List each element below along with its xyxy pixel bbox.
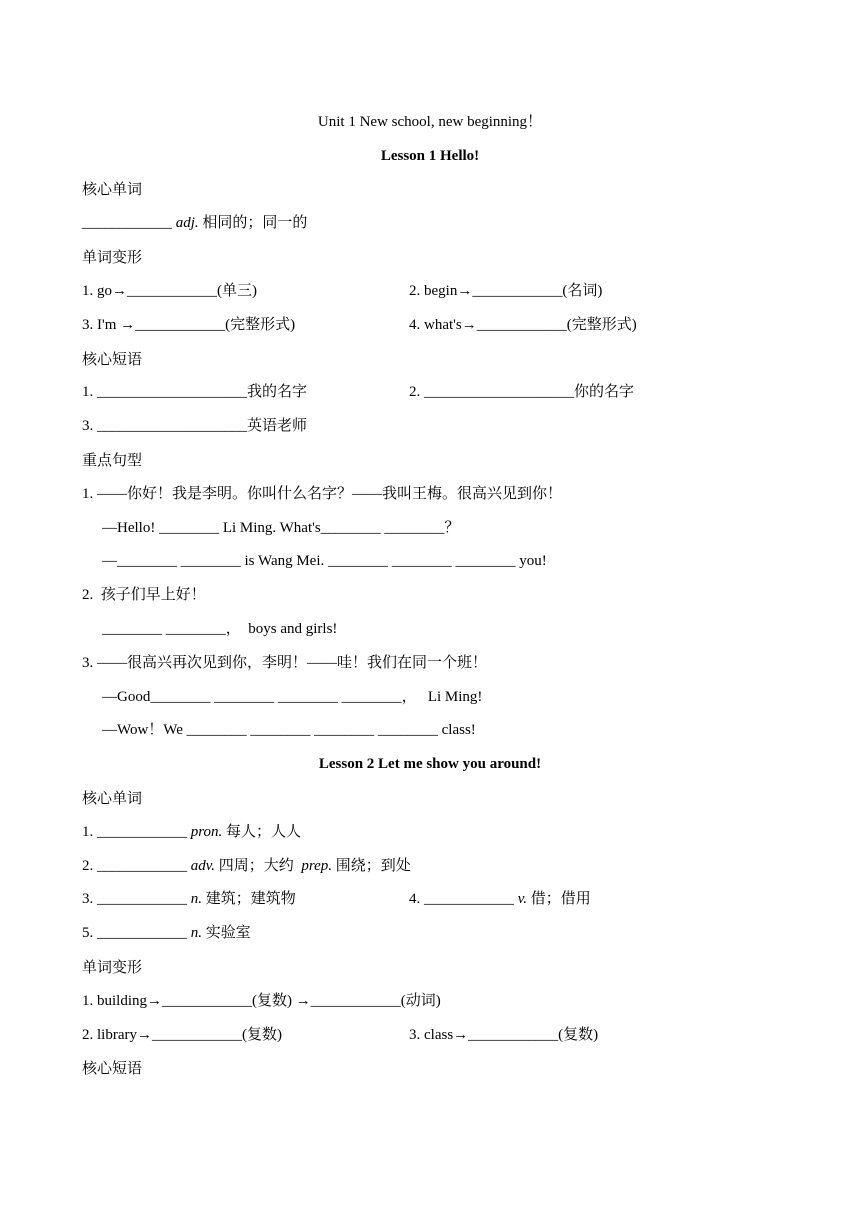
blank: 4. ____________ — [409, 891, 518, 907]
lesson1-sentence-3-line-b: —Wow！We ________ ________ ________ ________ class! — [102, 722, 476, 738]
meaning: 建筑；建筑物 — [202, 891, 296, 907]
lesson1-sentences-heading: 重点句型 — [82, 451, 143, 469]
lesson1-word-form-1: 1. go→____________(单三) — [82, 283, 257, 299]
lesson1-phrase-3: 3. ____________________英语老师 — [82, 418, 308, 434]
lesson1-sentence-1-line-b: —________ ________ is Wang Mei. ________ ________ ________ you! — [102, 553, 547, 569]
meaning: 四周；大约 — [215, 858, 302, 874]
lesson2-word-form-2: 2. library→____________(复数) — [82, 1027, 282, 1043]
lesson1-sentence-2: 2. 孩子们早上好！ — [82, 587, 206, 603]
lesson1-phrase-2: 2. ____________________你的名字 — [409, 384, 635, 400]
part-of-speech: v. — [517, 891, 528, 907]
lesson1-sentence-1: 1. ——你好！我是李明。你叫什么名字？——我叫王梅。很高兴见到你！ — [82, 486, 563, 502]
blank: 5. ____________ — [82, 925, 191, 941]
lesson2-word-form-1: 1. building→____________(复数) →____________(动词) — [82, 993, 441, 1009]
meaning: 相同的；同一的 — [198, 215, 308, 231]
lesson1-sentence-3: 3. ——很高兴再次见到你，李明！——哇！我们在同一个班！ — [82, 655, 488, 671]
lesson1-phrases-heading: 核心短语 — [82, 350, 143, 368]
lesson2-core-words-heading: 核心单词 — [82, 789, 143, 807]
blank: 3. ____________ — [82, 891, 191, 907]
lesson2-core-word-3 — [82, 889, 296, 909]
part-of-speech: n. — [190, 891, 202, 907]
lesson1-title: Lesson 1 Hello! — [380, 148, 480, 164]
part-of-speech-2: prep. — [301, 858, 333, 874]
blank: ____________ — [82, 215, 176, 231]
lesson1-core-words-heading: 核心单词 — [82, 180, 143, 198]
lesson1-word-form-4: 4. what's→____________(完整形式) — [409, 317, 637, 333]
part-of-speech: adj. — [175, 215, 199, 231]
meaning: 实验室 — [202, 925, 251, 941]
lesson2-word-forms-heading: 单词变形 — [82, 958, 143, 976]
lesson2-phrases-heading: 核心短语 — [82, 1059, 143, 1077]
lesson1-word-form-3: 3. I'm →____________(完整形式) — [82, 317, 296, 333]
meaning-2: 围绕；到处 — [332, 858, 411, 874]
lesson2-core-word-5 — [82, 923, 251, 943]
lesson2-core-word-2 — [82, 856, 411, 876]
lesson2-word-form-3: 3. class→____________(复数) — [409, 1027, 599, 1043]
meaning: 借；借用 — [527, 891, 591, 907]
lesson1-sentence-2-line-a: ________ ________， boys and girls! — [102, 621, 338, 637]
lesson1-core-word-1 — [82, 213, 307, 233]
blank: 1. ____________ — [82, 824, 191, 840]
lesson2-core-word-4 — [409, 889, 591, 909]
lesson1-phrase-1: 1. ____________________我的名字 — [82, 384, 308, 400]
meaning: 每人；人人 — [222, 824, 302, 840]
blank: 2. ____________ — [82, 858, 191, 874]
part-of-speech: n. — [190, 925, 202, 941]
part-of-speech: adv. — [190, 858, 216, 874]
lesson2-core-word-1 — [82, 822, 301, 842]
part-of-speech: pron. — [190, 824, 223, 840]
lesson2-title: Lesson 2 Let me show you around! — [318, 756, 542, 772]
lesson1-sentence-1-line-a: —Hello! ________ Li Ming. What's________ ________？ — [102, 520, 460, 536]
lesson1-word-form-2: 2. begin→____________(名词) — [409, 283, 603, 299]
lesson1-word-forms-heading: 单词变形 — [82, 248, 143, 266]
unit-title: Unit 1 New school, new beginning！ — [317, 114, 543, 130]
lesson1-sentence-3-line-a: —Good________ ________ ________ ________， Li Ming! — [102, 689, 483, 705]
